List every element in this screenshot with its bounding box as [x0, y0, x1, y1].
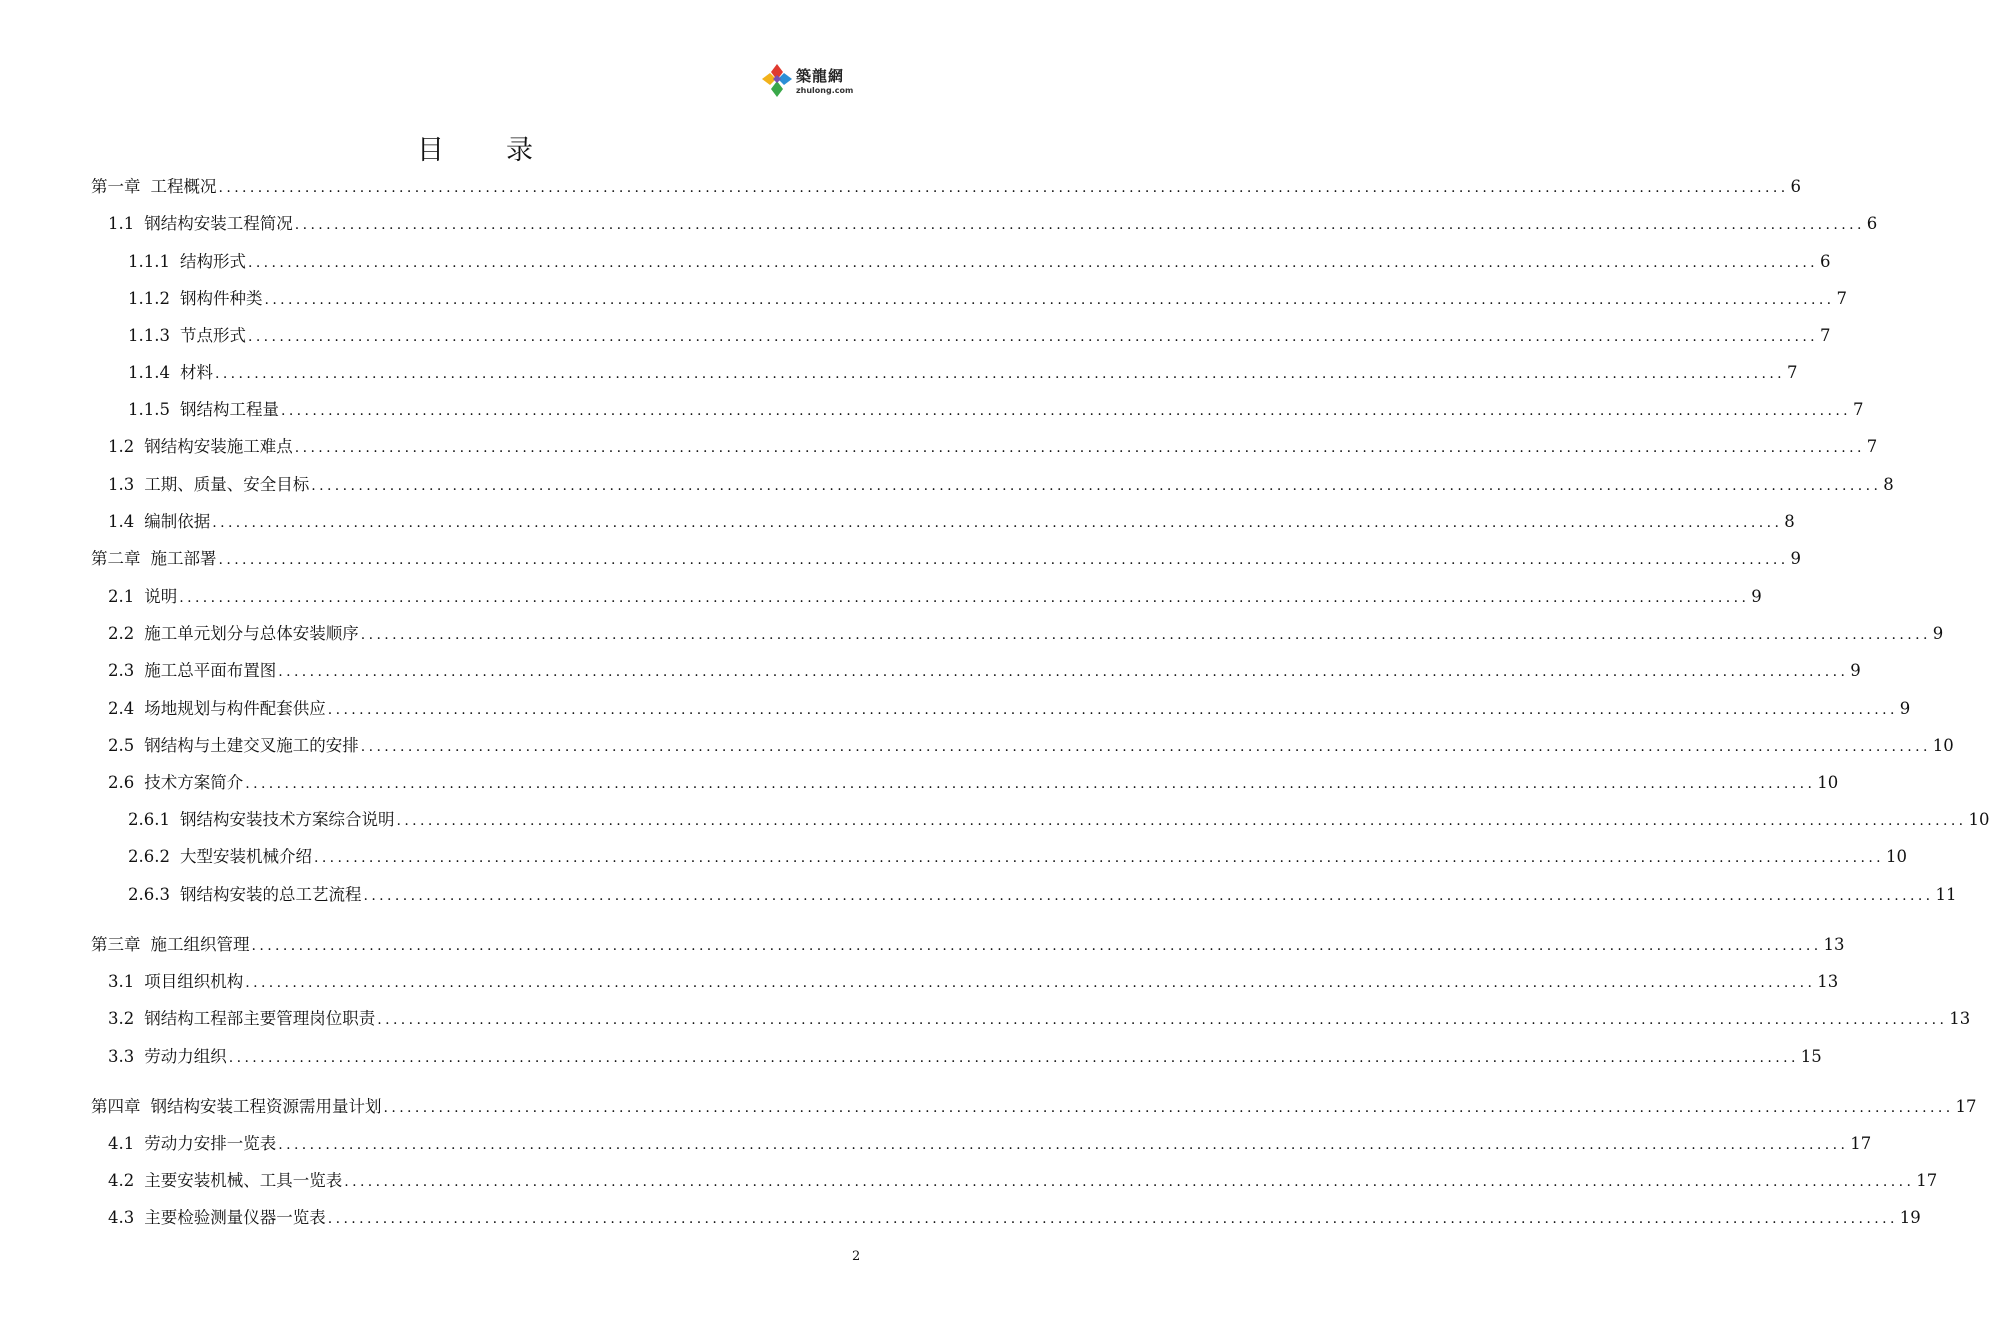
toc-entry-label: 主要安装机械、工具一览表 [144, 1171, 343, 1190]
toc-entry-label: 钢结构与土建交叉施工的安排 [144, 736, 359, 755]
toc-entry[interactable] [108, 1132, 1872, 1156]
toc-leader-dots: ........................................................................................................................................................................................................ [383, 1100, 1954, 1116]
toc-entry[interactable] [91, 175, 1802, 199]
toc-entry-number: 4.3 [108, 1208, 135, 1227]
zhulong-logo [760, 62, 870, 102]
toc-entry-label: 钢结构安装工程资源需用量计划 [150, 1097, 382, 1116]
toc-entry-page: 9 [1899, 699, 1911, 718]
toc-entry-number: 3.3 [108, 1047, 135, 1066]
toc-entry[interactable] [108, 622, 1944, 646]
toc-entry-number: 第一章 [91, 177, 141, 196]
toc-entry-label: 工程概况 [150, 177, 217, 196]
toc-leader-dots: ........................................................................................................................................................................................................ [247, 329, 1819, 345]
toc-entry[interactable] [128, 845, 1908, 869]
toc-entry-label: 钢结构工程量 [179, 400, 279, 419]
logo-text-cn: 築龍網 [796, 67, 845, 85]
toc-leader-dots: ........................................................................................................................................................................................................ [377, 1012, 1948, 1028]
toc-entry-number: 第三章 [91, 935, 141, 954]
toc-entry-label: 钢结构安装施工难点 [144, 437, 293, 456]
toc-entry[interactable] [91, 547, 1802, 571]
logo-text-en: zhulong.com [796, 86, 854, 95]
toc-entry-page: 8 [1883, 475, 1894, 494]
toc-leader-dots: ........................................................................................................................................................................................................ [245, 975, 1816, 991]
toc-entry-label: 钢结构安装的总工艺流程 [179, 885, 362, 904]
toc-entry-page: 6 [1866, 214, 1878, 233]
toc-entry-label: 钢结构安装技术方案综合说明 [179, 810, 395, 829]
toc-leader-dots: ........................................................................................................................................................................................................ [214, 366, 1786, 382]
toc-leader-dots: ........................................................................................................................................................................................................ [313, 850, 1885, 866]
toc-entry-label: 说明 [144, 587, 178, 606]
toc-entry-page: 17 [1850, 1134, 1872, 1153]
toc-leader-dots: ........................................................................................................................................................................................................ [363, 888, 1934, 904]
toc-entry-page: 7 [1866, 437, 1878, 456]
toc-entry[interactable] [128, 883, 1957, 907]
toc-entry[interactable] [108, 734, 1954, 758]
toc-leader-dots: ........................................................................................................................................................................................................ [278, 664, 1849, 680]
toc-entry[interactable] [128, 287, 1848, 311]
toc-entry[interactable] [108, 585, 1762, 609]
toc-entry-page: 9 [1932, 624, 1944, 643]
toc-leader-dots: ........................................................................................................................................................................................................ [245, 776, 1816, 792]
toc-entry-label: 主要检验测量仪器一览表 [144, 1208, 326, 1227]
toc-entry[interactable] [108, 659, 1861, 683]
toc-entry-number: 1.3 [108, 475, 135, 494]
toc-leader-dots: ........................................................................................................................................................................................................ [251, 938, 1822, 954]
toc-entry-page: 9 [1850, 661, 1861, 680]
toc-entry-label: 劳动力组织 [144, 1047, 227, 1066]
toc-entry-page: 7 [1853, 400, 1864, 419]
toc-leader-dots: ........................................................................................................................................................................................................ [218, 180, 1789, 196]
toc-entry-page: 7 [1836, 289, 1848, 308]
title-char-1: 目 [417, 135, 444, 166]
toc-entry-number: 1.1.1 [128, 252, 170, 271]
toc-entry[interactable] [108, 1206, 1921, 1230]
toc-entry-page: 10 [1932, 736, 1954, 755]
toc-entry-label: 结构形式 [179, 252, 246, 271]
toc-entry-label: 场地规划与构件配套供应 [144, 699, 326, 718]
toc-leader-dots: ........................................................................................................................................................................................................ [327, 1211, 1898, 1227]
toc-entry-number: 4.1 [108, 1134, 135, 1153]
toc-entry-number: 2.4 [108, 699, 135, 718]
toc-entry-number: 4.2 [108, 1171, 135, 1190]
toc-entry-page: 9 [1790, 549, 1802, 568]
toc-entry-number: 1.1.4 [128, 363, 170, 382]
toc-leader-dots: ........................................................................................................................................................................................................ [278, 1137, 1849, 1153]
toc-entry-page: 10 [1817, 773, 1839, 792]
toc-entry-label: 项目组织机构 [144, 972, 244, 991]
toc-entry-label: 钢构件种类 [179, 289, 263, 308]
toc-leader-dots: ........................................................................................................................................................................................................ [228, 1050, 1799, 1066]
toc-leader-dots: ........................................................................................................................................................................................................ [247, 255, 1819, 271]
toc-entry[interactable] [128, 398, 1864, 422]
toc-entry-number: 2.2 [108, 624, 135, 643]
toc-entry[interactable] [91, 933, 1845, 957]
toc-entry-label: 钢结构安装工程简况 [144, 214, 293, 233]
toc-entry-page: 13 [1817, 972, 1839, 991]
toc-entry-page: 17 [1916, 1171, 1938, 1190]
toc-entry-number: 2.3 [108, 661, 135, 680]
toc-entry-page: 17 [1955, 1097, 1977, 1116]
toc-entry[interactable] [108, 697, 1911, 721]
toc-entry[interactable] [108, 970, 1839, 994]
toc-leader-dots: ........................................................................................................................................................................................................ [179, 590, 1750, 606]
toc-leader-dots: ........................................................................................................................................................................................................ [294, 440, 1865, 456]
toc-entry[interactable] [108, 771, 1839, 795]
toc-entry-label: 施工组织管理 [150, 935, 250, 954]
toc-entry[interactable] [108, 1169, 1938, 1193]
toc-leader-dots: ........................................................................................................................................................................................................ [212, 515, 1783, 531]
toc-entry-page: 7 [1787, 363, 1798, 382]
toc-leader-dots: ........................................................................................................................................................................................................ [311, 478, 1882, 494]
toc-entry-label: 施工单元划分与总体安装顺序 [144, 624, 359, 643]
page-number: 2 [852, 1249, 861, 1264]
toc-entry[interactable] [128, 808, 1990, 832]
toc-entry-label: 施工部署 [150, 549, 217, 568]
toc-leader-dots: ........................................................................................................................................................................................................ [294, 217, 1865, 233]
toc-entry-page: 19 [1899, 1208, 1921, 1227]
toc-entry[interactable] [128, 361, 1798, 385]
toc-entry-number: 3.1 [108, 972, 135, 991]
toc-entry-number: 1.4 [108, 512, 135, 531]
toc-entry[interactable] [108, 1045, 1822, 1069]
toc-entry-page: 7 [1820, 326, 1831, 345]
toc-entry-number: 2.6.1 [128, 810, 170, 829]
toc-entry-page: 15 [1800, 1047, 1822, 1066]
page-title [0, 128, 950, 167]
toc-entry-label: 技术方案简介 [144, 773, 244, 792]
toc-entry-page: 6 [1820, 252, 1831, 271]
toc-entry-page: 8 [1784, 512, 1795, 531]
toc-entry[interactable] [128, 324, 1831, 348]
toc-leader-dots: ........................................................................................................................................................................................................ [264, 292, 1835, 308]
toc-entry-page: 13 [1949, 1009, 1971, 1028]
toc-entry-number: 1.1.5 [128, 400, 170, 419]
toc-entry-number: 第二章 [91, 549, 141, 568]
toc-entry-label: 施工总平面布置图 [144, 661, 277, 680]
toc-entry[interactable] [108, 473, 1894, 497]
toc-entry-number: 1.2 [108, 437, 135, 456]
toc-entry-number: 第四章 [91, 1097, 141, 1116]
toc-entry-page: 13 [1823, 935, 1845, 954]
toc-entry-label: 节点形式 [179, 326, 246, 345]
toc-entry-label: 劳动力安排一览表 [144, 1134, 277, 1153]
toc-entry-page: 10 [1968, 810, 1990, 829]
title-char-2: 录 [506, 135, 533, 166]
toc-leader-dots: ........................................................................................................................................................................................................ [396, 813, 1967, 829]
toc-entry[interactable] [108, 435, 1878, 459]
toc-entry[interactable] [108, 1007, 1971, 1031]
toc-entry-label: 编制依据 [144, 512, 211, 531]
toc-leader-dots: ........................................................................................................................................................................................................ [280, 403, 1852, 419]
toc-entry-page: 9 [1751, 587, 1762, 606]
toc-leader-dots: ........................................................................................................................................................................................................ [360, 627, 1931, 643]
toc-entry[interactable] [128, 250, 1831, 274]
toc-entry-number: 2.5 [108, 736, 135, 755]
toc-entry-page: 6 [1790, 177, 1802, 196]
toc-entry-number: 1.1 [108, 214, 135, 233]
toc-entry[interactable] [108, 212, 1878, 236]
toc-entry-number: 3.2 [108, 1009, 135, 1028]
toc-leader-dots: ........................................................................................................................................................................................................ [327, 702, 1898, 718]
toc-leader-dots: ........................................................................................................................................................................................................ [344, 1174, 1915, 1190]
toc-entry-number: 1.1.3 [128, 326, 170, 345]
toc-entry-number: 2.1 [108, 587, 135, 606]
toc-entry[interactable] [108, 510, 1795, 534]
zhulong-logo-icon [760, 62, 794, 100]
toc-entry-number: 2.6 [108, 773, 135, 792]
toc-entry-label: 工期、质量、安全目标 [144, 475, 310, 494]
toc-entry-number: 1.1.2 [128, 289, 170, 308]
toc-entry-number: 2.6.2 [128, 847, 170, 866]
toc-entry-label: 材料 [179, 363, 213, 382]
toc-entry-page: 11 [1935, 885, 1957, 904]
toc-entry-number: 2.6.3 [128, 885, 170, 904]
toc-entry-label: 大型安装机械介绍 [179, 847, 312, 866]
toc-entry[interactable] [91, 1095, 1977, 1119]
toc-leader-dots: ........................................................................................................................................................................................................ [218, 552, 1789, 568]
toc-entry-page: 10 [1886, 847, 1908, 866]
toc-leader-dots: ........................................................................................................................................................................................................ [360, 739, 1931, 755]
toc-entry-label: 钢结构工程部主要管理岗位职责 [144, 1009, 376, 1028]
